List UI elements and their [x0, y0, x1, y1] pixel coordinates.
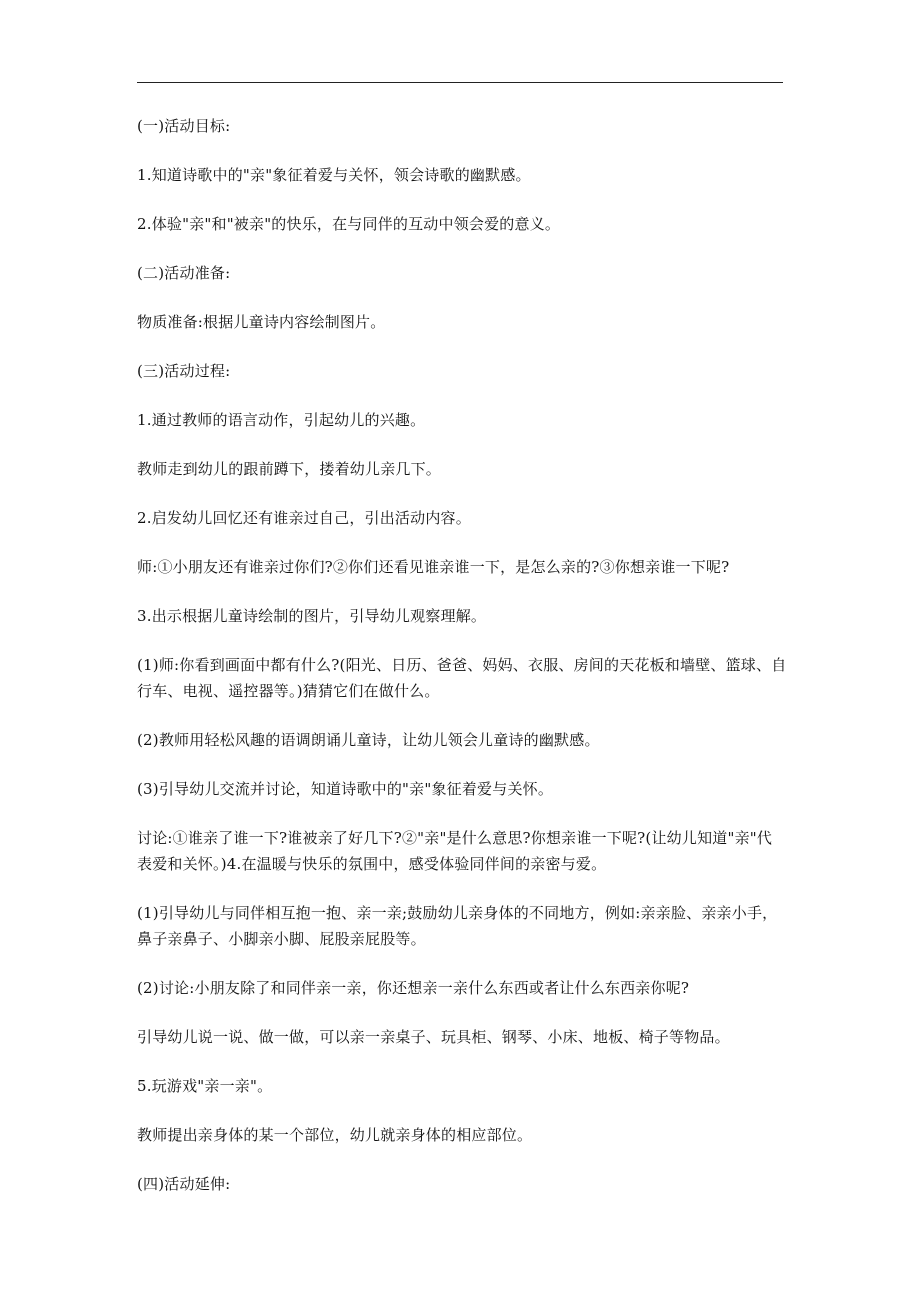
- paragraph: 2.体验"亲"和"被亲"的快乐，在与同伴的互动中领会爱的意义。: [137, 215, 561, 233]
- paragraph: (3)引导幼儿交流并讨论，知道诗歌中的"亲"象征着爱与关怀。: [137, 780, 554, 798]
- paragraph: (2)讨论:小朋友除了和同伴亲一亲，你还想亲一亲什么东西或者让什么东西亲你呢?: [137, 979, 690, 997]
- paragraph: (2)教师用轻松风趣的语调朗诵儿童诗，让幼儿领会儿童诗的幽默感。: [137, 731, 600, 749]
- paragraph: (1)引导幼儿与同伴相互抱一抱、亲一亲;鼓励幼儿亲身体的不同地方，例如:亲亲脸、亲亲小手，鼻子亲鼻子、小脚亲小脚、屁股亲屁股等。: [137, 904, 778, 948]
- section-heading-goals: (一)活动目标:: [137, 117, 231, 135]
- paragraph: 讨论:①谁亲了谁一下?谁被亲了好几下?②"亲"是什么意思?你想亲谁一下呢?(让幼儿知道"亲"代表爱和关怀。)4.在温暖与快乐的氛围中，感受体验同伴间的亲密与爱。: [137, 829, 773, 873]
- section-heading-process: (三)活动过程:: [137, 362, 231, 380]
- header-rule: [137, 82, 783, 83]
- paragraph: 引导幼儿说一说、做一做，可以亲一亲桌子、玩具柜、钢琴、小床、地板、椅子等物品。: [137, 1028, 730, 1046]
- paragraph: 5.玩游戏"亲一亲"。: [137, 1077, 273, 1095]
- document-body: [137, 113, 787, 1220]
- paragraph: 3.出示根据儿童诗绘制的图片，引导幼儿观察理解。: [137, 607, 487, 625]
- paragraph: 1.知道诗歌中的"亲"象征着爱与关怀，领会诗歌的幽默感。: [137, 166, 531, 184]
- paragraph: 物质准备:根据儿童诗内容绘制图片。: [137, 313, 386, 331]
- paragraph: (1)师:你看到画面中都有什么?(阳光、日历、爸爸、妈妈、衣服、房间的天花板和墙壁、篮球、自行车、电视、遥控器等。)猜猜它们在做什么。: [137, 656, 787, 700]
- paragraph: 教师提出亲身体的某一个部位，幼儿就亲身体的相应部位。: [137, 1126, 533, 1144]
- paragraph: 2.启发幼儿回忆还有谁亲过自己，引出活动内容。: [137, 509, 471, 527]
- section-heading-extension: (四)活动延伸:: [137, 1175, 231, 1193]
- paragraph: 教师走到幼儿的跟前蹲下，搂着幼儿亲几下。: [137, 460, 442, 478]
- paragraph: 1.通过教师的语言动作，引起幼儿的兴趣。: [137, 411, 426, 429]
- section-heading-preparation: (二)活动准备:: [137, 264, 231, 282]
- paragraph: 师:①小朋友还有谁亲过你们?②你们还看见谁亲谁一下，是怎么亲的?③你想亲谁一下呢?: [137, 558, 730, 576]
